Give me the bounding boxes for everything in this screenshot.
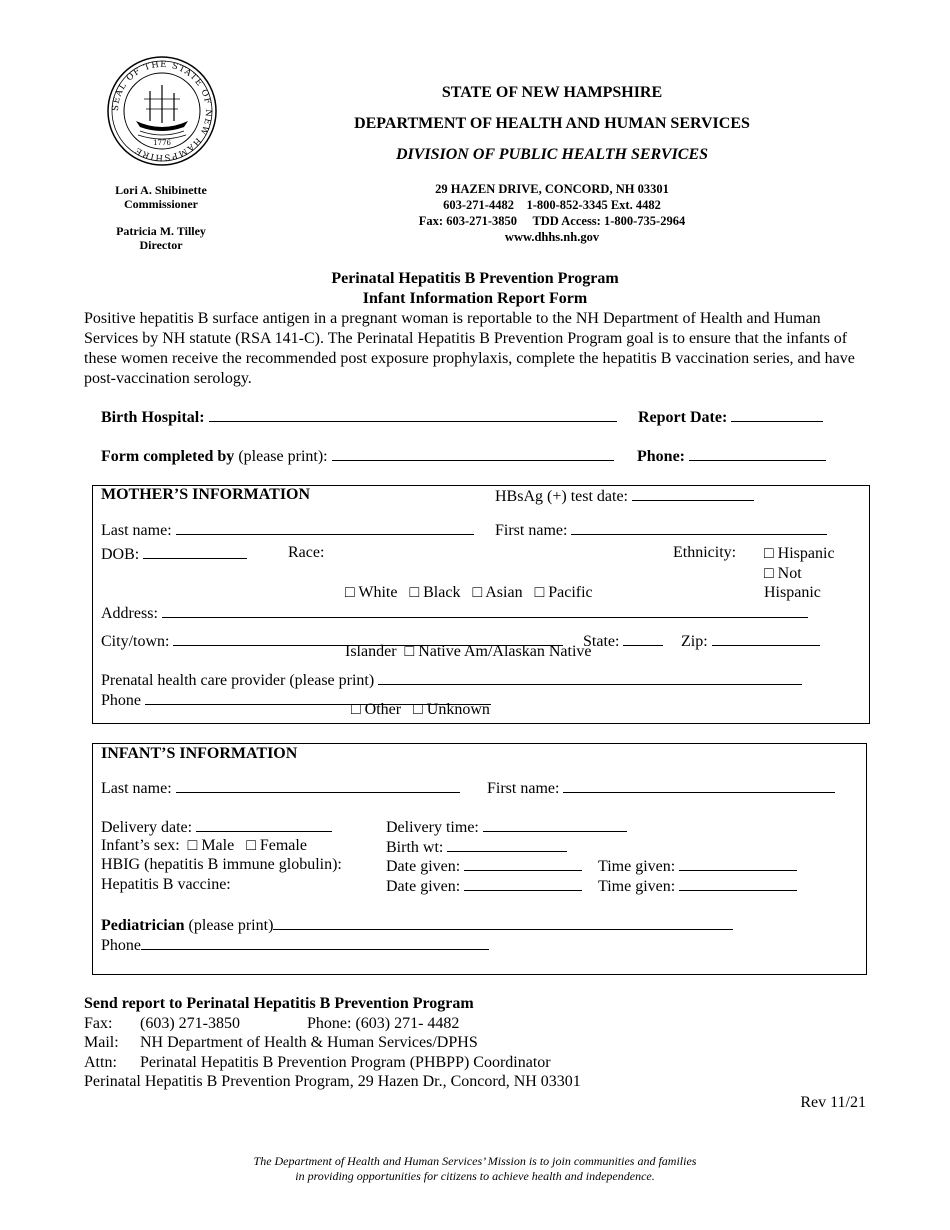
mother-dob-input[interactable] (143, 544, 247, 559)
mother-zip-row (681, 631, 820, 651)
revision: Rev 11/21 (800, 1094, 866, 1111)
infant-heading: INFANT’S INFORMATION (101, 745, 298, 762)
ethnicity-not[interactable]: □ Not (764, 564, 802, 582)
ethnicity-not-hispanic: Hispanic (764, 584, 821, 601)
report-date-input[interactable] (731, 407, 823, 422)
delivery-date-input[interactable] (196, 817, 332, 832)
form-title (200, 269, 750, 309)
ethnicity-options[interactable] (764, 544, 835, 603)
infant-last-name-input[interactable] (176, 778, 460, 793)
title-line1: Perinatal Hepatitis B Prevention Program (331, 270, 619, 287)
birth-wt-input[interactable] (447, 837, 567, 852)
hbig-date-row (386, 856, 582, 876)
form-completed-input[interactable] (332, 446, 614, 461)
pediatrician-row (101, 915, 733, 935)
race-options-line3[interactable]: □ Other □ Unknown (351, 701, 490, 718)
header-contact (300, 181, 804, 245)
mother-city-label: City/town: (101, 633, 170, 650)
pediatrician-print: (please print) (184, 917, 274, 934)
send-phone: Phone: (603) 271- 4482 (307, 1015, 460, 1032)
mother-address-label: Address: (101, 605, 158, 622)
director-title: Director (139, 238, 183, 252)
hbsag-row (495, 486, 754, 506)
officials-block (86, 183, 236, 252)
delivery-date-row (101, 817, 332, 837)
hbig-label: HBIG (hepatitis B immune globulin): (101, 856, 342, 873)
race-label: Race: (288, 544, 325, 561)
commissioner-title: Commissioner (124, 197, 198, 211)
mother-city-input[interactable] (173, 631, 563, 646)
hbig-time-label: Time given: (598, 858, 676, 875)
birth-hospital-label: Birth Hospital: (101, 409, 205, 426)
mother-state-input[interactable] (623, 631, 663, 646)
form-completed-print: (please print): (234, 448, 328, 465)
provider-phone-label: Phone (101, 692, 141, 709)
infant-first-name-label: First name: (487, 780, 560, 797)
race-options-line2[interactable]: Islander □ Native Am/Alaskan Native (345, 642, 592, 660)
race-options-line1[interactable]: □ White □ Black □ Asian □ Pacific (345, 584, 593, 601)
infant-last-name-row (101, 778, 460, 798)
header-department: DEPARTMENT OF HEALTH AND HUMAN SERVICES (354, 115, 750, 132)
director-name: Patricia M. Tilley (116, 224, 206, 238)
report-date-row (638, 407, 823, 427)
pediatrician-phone-input[interactable] (141, 935, 489, 950)
pediatrician-phone-label: Phone (101, 937, 141, 954)
vaccine-date-label: Date given: (386, 878, 461, 895)
header-division: DIVISION OF PUBLIC HEALTH SERVICES (395, 146, 709, 163)
send-fax-value: (603) 271-3850 (140, 1015, 240, 1032)
vaccine-time-input[interactable] (679, 876, 797, 891)
delivery-time-input[interactable] (483, 817, 627, 832)
mother-first-name-row (495, 520, 827, 540)
delivery-date-label: Delivery date: (101, 819, 193, 836)
top-phone-row (637, 446, 826, 466)
report-date-label: Report Date: (638, 409, 728, 426)
infant-first-name-row (487, 778, 835, 798)
send-mail-label: Mail: (84, 1034, 119, 1051)
birth-hospital-row (101, 407, 617, 427)
delivery-time-row (386, 817, 627, 837)
header-address: 29 HAZEN DRIVE, CONCORD, NH 03301 (435, 182, 669, 196)
send-fax-label: Fax: (84, 1015, 113, 1032)
vaccine-label: Hepatitis B vaccine: (101, 876, 231, 893)
hbig-time-row (598, 856, 797, 876)
header-fax: Fax: 603-271-3850 TDD Access: 1-800-735-2964 (418, 214, 686, 228)
send-address: Perinatal Hepatitis B Prevention Program, 29 Hazen Dr., Concord, NH 03301 (84, 1073, 581, 1090)
top-phone-label: Phone: (637, 448, 685, 465)
hbsag-label: HBsAg (+) test date: (495, 488, 628, 505)
intro-paragraph: Positive hepatitis B surface antigen in a pregnant woman is reportable to the NH Department of Health and Human Services by NH statute (RSA 141-C). The Perinatal Hepatitis B Prevention Program goal is to ensure that the infants of these women receive the recommended post exposure prophylaxis, complete the hepatitis B vaccination series, and have post-vaccination serology. (84, 310, 855, 387)
birth-wt-row (386, 837, 567, 857)
state-seal (106, 55, 218, 167)
commissioner-name: Lori A. Shibinette (115, 183, 207, 197)
hbsag-date-input[interactable] (632, 486, 754, 501)
top-phone-input[interactable] (689, 446, 826, 461)
mother-state-row (583, 631, 663, 651)
infant-last-name-label: Last name: (101, 780, 172, 797)
mission-line2: in providing opportunities for citizens to achieve health and independence. (295, 1169, 655, 1183)
send-mail-value: NH Department of Health & Human Services/DPHS (140, 1034, 478, 1051)
mission-line1: The Department of Health and Human Services’ Mission is to join communities and families (253, 1154, 697, 1168)
birth-wt-label: Birth wt: (386, 839, 444, 856)
mother-first-name-label: First name: (495, 522, 568, 539)
mission-statement (150, 1154, 800, 1184)
provider-label: Prenatal health care provider (please print) (101, 672, 375, 689)
vaccine-time-row (598, 876, 797, 896)
header-phones: 603-271-4482 1-800-852-3345 Ext. 4482 (443, 198, 661, 212)
hbig-date-input[interactable] (464, 856, 582, 871)
birth-hospital-input[interactable] (209, 407, 617, 422)
mother-state-label: State: (583, 633, 620, 650)
title-line2: Infant Information Report Form (362, 290, 588, 307)
mother-last-name-label: Last name: (101, 522, 172, 539)
provider-phone-input[interactable] (145, 690, 491, 705)
mother-first-name-input[interactable] (571, 520, 827, 535)
hbig-time-input[interactable] (679, 856, 797, 871)
vaccine-date-input[interactable] (464, 876, 582, 891)
mother-address-input[interactable] (162, 603, 808, 618)
mother-city-row (101, 631, 563, 651)
svg-text:SEAL OF THE STATE OF NEW HAMPS: SEAL OF THE STATE OF NEW HAMPSHIRE (110, 59, 214, 163)
send-attn-value: Perinatal Hepatitis B Prevention Program (PHBPP) Coordinator (140, 1054, 551, 1071)
mother-dob-row (101, 544, 247, 564)
mother-last-name-row (101, 520, 474, 540)
hbig-date-label: Date given: (386, 858, 461, 875)
header-web: www.dhhs.nh.gov (504, 230, 600, 244)
svg-text:1776: 1776 (153, 139, 171, 147)
pediatrician-input[interactable] (273, 915, 733, 930)
mother-zip-label: Zip: (681, 633, 708, 650)
pediatrician-label: Pediatrician (101, 917, 185, 934)
mother-dob-label: DOB: (101, 546, 140, 563)
form-completed-label: Form completed by (101, 448, 235, 465)
form-completed-row (101, 446, 614, 466)
mother-last-name-input[interactable] (176, 520, 474, 535)
mother-address-row (101, 603, 808, 623)
send-attn-label: Attn: (84, 1054, 117, 1071)
send-heading: Send report to Perinatal Hepatitis B Prevention Program (84, 995, 474, 1012)
header-state: STATE OF NEW HAMPSHIRE (441, 84, 663, 101)
ethnicity-hispanic[interactable]: □ Hispanic (764, 545, 835, 562)
infant-first-name-input[interactable] (563, 778, 835, 793)
ethnicity-label: Ethnicity: (673, 544, 737, 561)
provider-input[interactable] (378, 670, 802, 685)
delivery-time-label: Delivery time: (386, 819, 479, 836)
provider-phone-row (101, 690, 491, 710)
infant-sex-options[interactable]: Infant’s sex: □ Male □ Female (101, 837, 307, 854)
pediatrician-phone-row (101, 935, 489, 955)
provider-row (101, 670, 802, 690)
vaccine-date-row (386, 876, 582, 896)
mother-heading: MOTHER’S INFORMATION (101, 486, 311, 503)
vaccine-time-label: Time given: (598, 878, 676, 895)
mother-zip-input[interactable] (712, 631, 820, 646)
